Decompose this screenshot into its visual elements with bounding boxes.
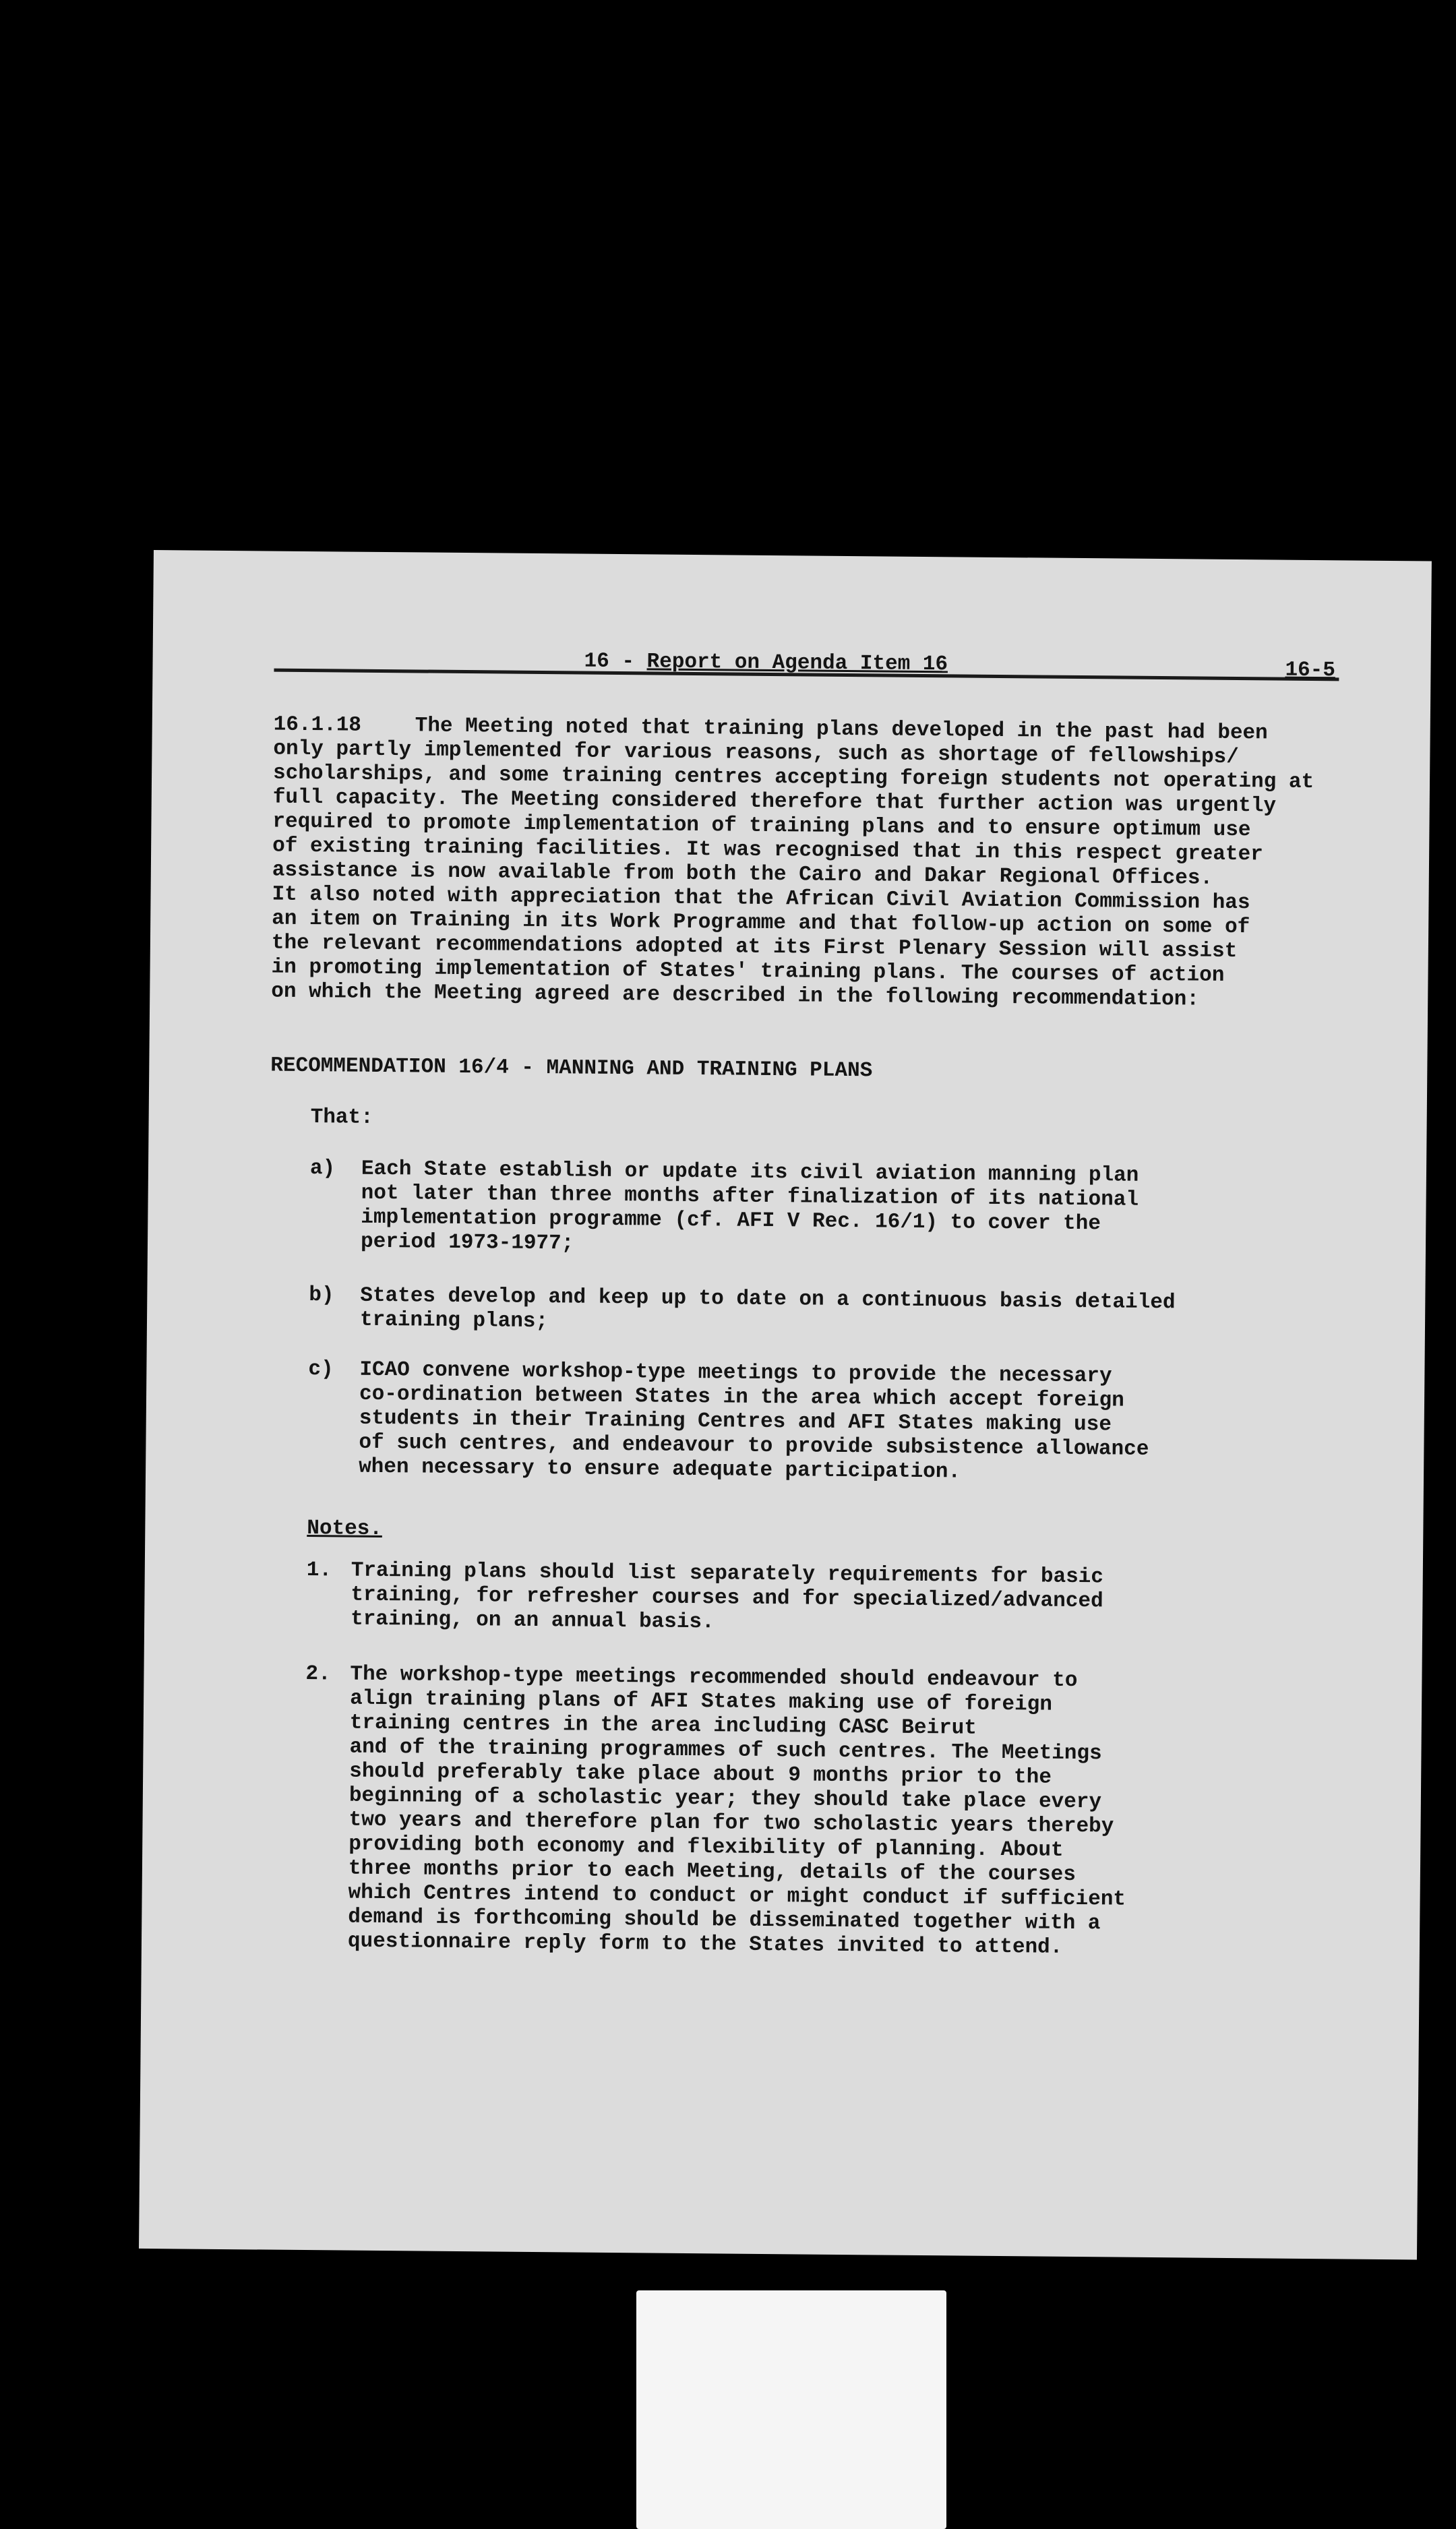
note-line: training centres in the area including CASC Beirut [349, 1711, 977, 1740]
paragraph-line: assistance is now available from both the Cairo and Dakar Regional Offices. [272, 858, 1213, 890]
paragraph-line: on which the Meeting agreed are described in the following recommendation: [271, 979, 1200, 1012]
document-page [139, 550, 1432, 2259]
note-label: 1. [306, 1558, 332, 1583]
paragraph-line: an item on Training in its Work Programme and that follow-up action on some of [272, 907, 1250, 940]
note-line: The workshop-type meetings recommended should endeavour to [350, 1662, 1078, 1693]
paragraph-line: The Meeting noted that training plans developed in the past had been [415, 714, 1268, 745]
recommendation-item-label: c) [308, 1358, 334, 1382]
paragraph-line: of existing training facilities. It was recognised that in this respect greater [272, 834, 1263, 867]
note-line: beginning of a scholastic year; they should take place every [348, 1784, 1102, 1815]
recommendation-heading: RECOMMENDATION 16/4 - MANNING AND TRAINING PLANS [270, 1054, 873, 1083]
note-line: three months prior to each Meeting, details of the courses [348, 1856, 1076, 1887]
item-line: co-ordination between States in the area which accept foreign [359, 1382, 1124, 1413]
note-line: should preferably take place about 9 months prior to the [349, 1759, 1052, 1790]
item-line: not later than three months after finalization of its national [361, 1181, 1139, 1212]
page-number: 16-5 [1285, 658, 1336, 683]
paragraph-line: scholarships, and some training centres accepting foreign students not operating at [272, 761, 1314, 795]
item-line: States develop and keep up to date on a continuous basis detailed [360, 1283, 1176, 1315]
paragraph-line: required to promote implementation of training plans and to ensure optimum use [272, 810, 1251, 843]
paragraph-line: It also noted with appreciation that the African Civil Aviation Commission has [272, 882, 1250, 915]
note-line: which Centres intend to conduct or might conduct if sufficient [348, 1881, 1126, 1912]
item-line: period 1973-1977; [360, 1229, 574, 1256]
recommendation-intro: That: [310, 1105, 373, 1130]
recommendation-item-a [361, 1157, 1139, 1261]
note-1 [351, 1559, 1103, 1639]
recommendation-item-b [360, 1284, 1176, 1340]
paragraph-line: in promoting implementation of States' training plans. The courses of action [271, 955, 1225, 987]
note-line: training, for refresher courses and for specialized/advanced [351, 1583, 1103, 1614]
recommendation-item-label: a) [309, 1157, 336, 1181]
recommendation-item-c [359, 1358, 1150, 1486]
paragraph-line: the relevant recommendations adopted at its First Plenary Session will assist [271, 931, 1238, 964]
note-line: demand is forthcoming should be disseminated together with a [348, 1905, 1101, 1936]
item-line: students in their Training Centres and AFI States making use [359, 1406, 1112, 1437]
header-title-prefix: 16 - [584, 649, 647, 674]
note-line: questionnaire reply form to the States invited to attend. [347, 1929, 1063, 1959]
paragraph-number: 16.1.18 [273, 712, 362, 737]
header-title-text: Report on Agenda Item 16 [646, 650, 948, 677]
note-2 [348, 1663, 1128, 1961]
paragraph-body [271, 713, 1359, 1014]
film-leader-box [636, 2290, 946, 2529]
paragraph-line: only partly implemented for various reasons, such as shortage of fellowships/ [273, 737, 1239, 770]
notes-heading: Notes. [307, 1517, 383, 1542]
item-line: ICAO convene workshop-type meetings to provide the necessary [359, 1358, 1112, 1389]
item-line: of such centres, and endeavour to provide subsistence allowance [359, 1430, 1149, 1461]
paragraph-line: full capacity. The Meeting considered therefore that further action was urgently [272, 785, 1277, 818]
recommendation-item-label: b) [309, 1283, 334, 1308]
item-line: Each State establish or update its civil aviation manning plan [361, 1157, 1139, 1188]
note-line: align training plans of AFI States making use of foreign [349, 1686, 1053, 1717]
note-line: Training plans should list separately requirements for basic [351, 1558, 1104, 1589]
page-header-title [584, 650, 948, 677]
note-label: 2. [305, 1662, 331, 1686]
note-line: providing both economy and flexibility of planning. About [348, 1832, 1064, 1862]
note-line: training, on an annual basis. [351, 1607, 715, 1635]
item-line: training plans; [359, 1308, 549, 1334]
item-line: implementation programme (cf. AFI V Rec. 16/1) to cover the [361, 1205, 1101, 1236]
note-line: and of the training programmes of such centres. The Meetings [349, 1735, 1102, 1766]
note-line: two years and therefore plan for two scholastic years thereby [348, 1808, 1114, 1839]
item-line: when necessary to ensure adequate participation. [358, 1455, 961, 1484]
